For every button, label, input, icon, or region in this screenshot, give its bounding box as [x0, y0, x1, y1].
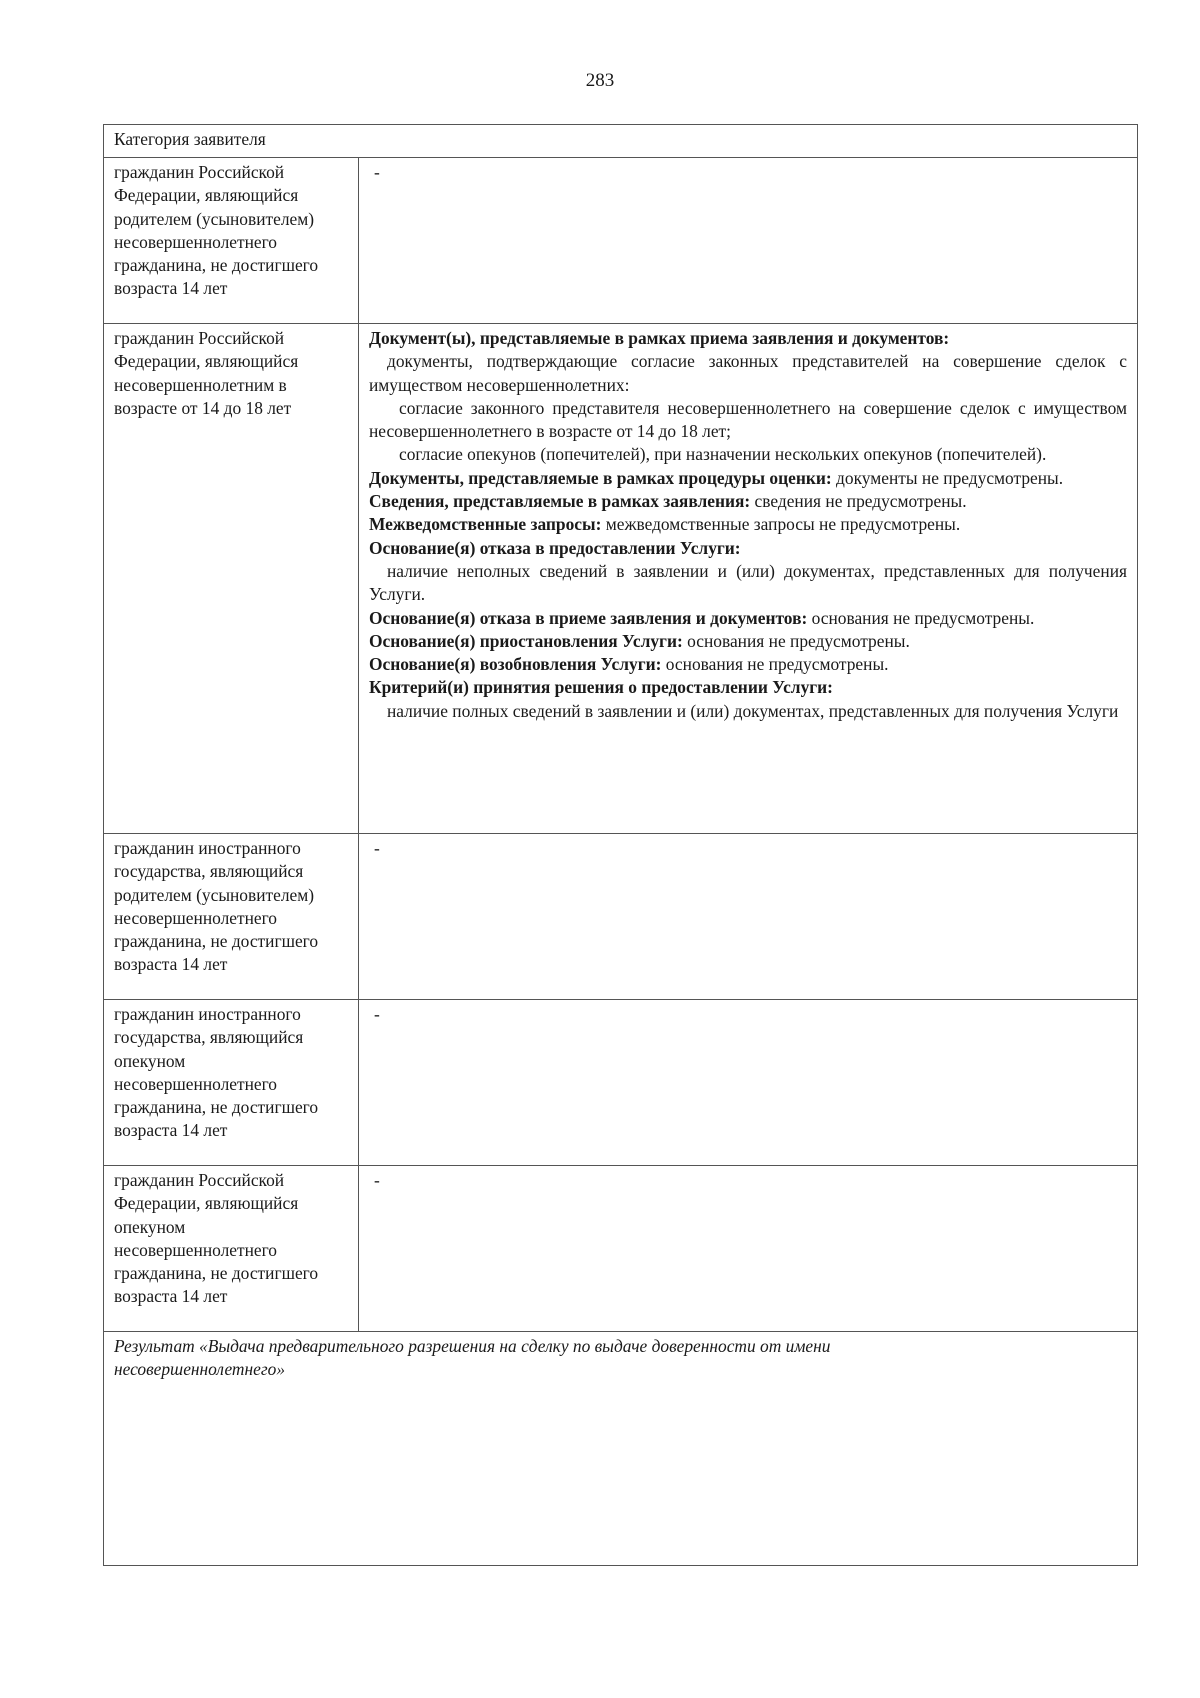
table-row	[104, 1000, 1138, 1166]
refusal-paragraph: наличие неполных сведений в заявлении и (или) документах, представленных для получения Услуги.	[369, 560, 1127, 605]
reject-label: Основание(я) отказа в приеме заявления и документов:	[369, 607, 808, 628]
criteria-paragraph: наличие полных сведений в заявлении и (или) документах, представленных для получения Услуги	[387, 700, 1119, 721]
suspend-value: основания не предусмотрены.	[682, 630, 910, 651]
docs-paragraph: согласие опекунов (попечителей), при назначении нескольких опекунов (попечителей).	[399, 444, 1047, 465]
table-header-row	[104, 125, 1138, 158]
applicant-category: гражданин Российской Федерации, являющийся несовершеннолетним в возрасте от 14 до 18 лет	[104, 324, 359, 834]
resume-line	[369, 653, 1127, 676]
category-details	[359, 158, 1138, 324]
reject-value: основания не предусмотрены.	[807, 607, 1035, 628]
empty-dash: -	[374, 838, 380, 858]
resume-label: Основание(я) возобновления Услуги:	[369, 654, 662, 675]
suspend-label: Основание(я) приостановления Услуги:	[369, 630, 683, 651]
category-details	[359, 1166, 1138, 1332]
info-line	[369, 490, 1127, 513]
docs-paragraph: согласие законного представителя несовершеннолетнего на совершение сделок с имуществом несовершеннолетнего в возрасте от 14 до 18 лет;	[369, 397, 1127, 442]
table-row	[104, 834, 1138, 1000]
category-details	[359, 324, 1138, 834]
empty-dash: -	[374, 162, 380, 182]
requests-label: Межведомственные запросы:	[369, 514, 602, 535]
requests-value: межведомственные запросы не предусмотрены.	[601, 514, 961, 535]
resume-value: основания не предусмотрены.	[661, 654, 889, 675]
applicant-category: гражданин Российской Федерации, являющийся родителем (усыновителем) несовершеннолетнего гражданина, не достигшего возраста 14 лет	[104, 158, 359, 324]
category-details	[359, 834, 1138, 1000]
applicant-category-table	[103, 124, 1138, 1566]
applicant-category: гражданин иностранного государства, являющийся родителем (усыновителем) несовершеннолетнего гражданина, не достигшего возраста 14 лет	[104, 834, 359, 1000]
requests-line	[369, 513, 1127, 536]
table-row	[104, 158, 1138, 324]
eval-value: документы не предусмотрены.	[831, 467, 1064, 488]
applicant-category: гражданин Российской Федерации, являющийся опекуном несовершеннолетнего гражданина, не достигшего возраста 14 лет	[104, 1166, 359, 1332]
table-row	[104, 324, 1138, 834]
criteria-heading: Критерий(и) принятия решения о предоставлении Услуги:	[369, 677, 833, 698]
eval-docs-line	[369, 467, 1127, 490]
empty-dash: -	[374, 1170, 380, 1190]
page-number: 283	[585, 70, 615, 91]
result-line: несовершеннолетнего»	[114, 1359, 286, 1380]
refusal-heading: Основание(я) отказа в предоставлении Услуги:	[369, 537, 741, 558]
empty-dash: -	[374, 1004, 380, 1024]
info-label: Сведения, представляемые в рамках заявления:	[369, 491, 751, 512]
info-value: сведения не предусмотрены.	[750, 491, 967, 512]
eval-label: Документы, представляемые в рамках процедуры оценки:	[369, 467, 832, 488]
result-line: Результат «Выдача предварительного разрешения на сделку по выдаче доверенности от имени	[114, 1336, 831, 1356]
result-row	[104, 1332, 1138, 1566]
suspend-line	[369, 630, 1127, 653]
table-row	[104, 1166, 1138, 1332]
category-details	[359, 1000, 1138, 1166]
docs-heading: Документ(ы), представляемые в рамках приема заявления и документов:	[369, 328, 950, 348]
docs-paragraph: документы, подтверждающие согласие законных представителей на совершение сделок с имуществом несовершеннолетних:	[369, 351, 1127, 395]
reject-line	[369, 607, 1127, 630]
category-header: Категория заявителя	[104, 125, 1138, 158]
applicant-category: гражданин иностранного государства, являющийся опекуном несовершеннолетнего гражданина, не достигшего возраста 14 лет	[104, 1000, 359, 1166]
result-cell	[104, 1332, 1138, 1566]
